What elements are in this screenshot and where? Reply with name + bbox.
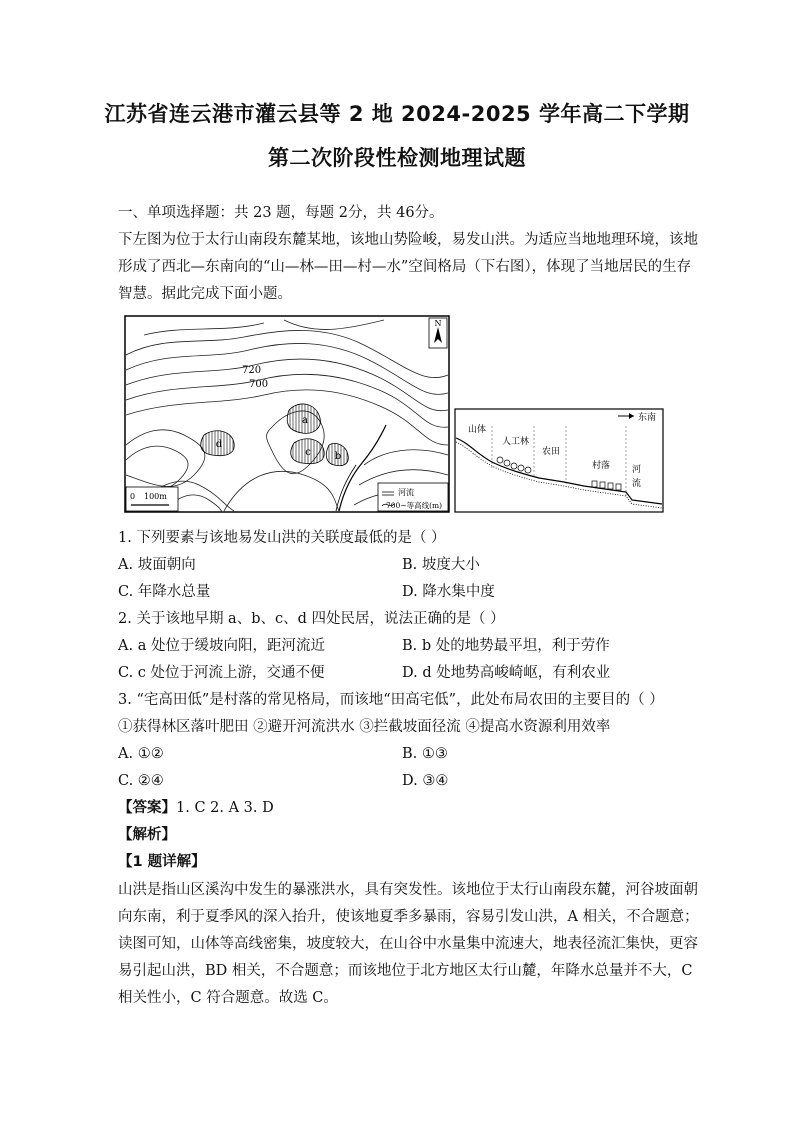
profile-label-farmland: 农田 [542,447,561,457]
profile-label-river-2: 流 [632,479,642,489]
answer-label: 【答案】 [118,800,176,816]
profile-label-mountain: 山体 [468,425,487,435]
contour-720-label: 720 [242,365,262,376]
detail-line-4: 易引起山洪，BD 相关，不合题意；而该地位于北方地区太行山麓，年降水总量并不大，C [118,963,693,979]
direction-label: 东南 [638,413,657,423]
analysis-label: 【解析】 [118,827,176,843]
q3-option-a: A. ①② [118,746,164,762]
detail-label: 【1 题详解】 [118,854,206,870]
scale-bar [126,487,178,511]
profile-diagram [454,408,664,513]
q1-option-d: D. 降水集中度 [402,584,495,600]
q2-option-b: B. b 处的地势最平坦，利于劳作 [402,638,610,654]
answer-line [118,798,274,818]
svg-text:N: N [434,319,442,328]
question-3-statements: ①获得林区落叶肥田 ②避开河流洪水 ③拦截坡面径流 ④提高水资源利用效率 [118,719,611,735]
q1-option-b: B. 坡度大小 [402,557,480,573]
intro-line-3: 智慧。据此完成下面小题。 [118,286,292,302]
q1-option-a: A. 坡面朝向 [118,557,196,573]
doc-title-line1: 江苏省连云港市灌云县等 2 地 2024-2025 学年高二下学期 [104,102,690,126]
doc-title-line2: 第二次阶段性检测地理试题 [268,146,526,170]
question-3-stem: 3. “宅高田低”是村落的常见格局，而该地“田高宅低”，此处布局农田的主要目的（ ） [118,692,664,708]
contour-700-label: 700 [249,379,269,390]
map-legend [378,483,448,511]
site-a-label: a [302,415,308,426]
site-b-label: b [334,451,342,462]
svg-text:100m: 100m [144,492,167,501]
north-arrow-icon [429,318,447,348]
detail-line-1: 山洪是指山区溪沟中发生的暴涨洪水，具有突发性。该地位于太行山南段东麓，河谷坡面朝 [118,882,698,898]
contour-map [124,315,450,513]
answer-values: 1. C 2. A 3. D [176,800,274,816]
profile-label-forest: 人工林 [502,437,530,447]
intro-line-1: 下左图为位于太行山南段东麓某地，该地山势险峻，易发山洪。为适应当地地理环境，该地 [118,232,698,248]
question-1-stem: 1. 下列要素与该地易发山洪的关联度最低的是（ ） [118,530,446,546]
legend-contour-label: 700~等高线(m) [386,501,443,510]
legend-river-label: 河流 [398,488,414,497]
q2-option-d: D. d 处地势高峻崎岖，有利农业 [402,665,611,681]
site-c-label: c [305,447,311,458]
q3-option-d: D. ③④ [402,773,449,789]
profile-label-village: 村落 [592,461,611,471]
detail-line-3: 读图可知，山体等高线密集，坡度较大，在山谷中水量集中流速大，地表径流汇集快，更容 [118,936,698,952]
site-d-label: d [215,439,223,450]
q1-option-c: C. 年降水总量 [118,584,211,600]
detail-line-2: 向东南，利于夏季风的深入抬升，使该地夏季多暴雨，容易引发山洪，A 相关，不合题意； [118,909,699,925]
section-heading: 一、单项选择题：共 23 题，每题 2分，共 46分。 [118,205,444,221]
profile-label-river-1: 河 [632,465,642,475]
q3-option-b: B. ①③ [402,746,448,762]
intro-line-2: 形成了西北—东南向的“山—林—田—村—水”空间格局（下右图），体现了当地居民的生存 [118,259,692,275]
q2-option-c: C. c 处位于河流上游，交通不便 [118,665,325,681]
q2-option-a: A. a 处位于缓坡向阳，距河流近 [118,638,325,654]
svg-text:0: 0 [130,492,136,501]
detail-line-5: 相关性小，C 符合题意。故选 C。 [118,990,338,1006]
question-2-stem: 2. 关于该地早期 a、b、c、d 四处民居，说法正确的是（ ） [118,611,505,627]
q3-option-c: C. ②④ [118,773,164,789]
